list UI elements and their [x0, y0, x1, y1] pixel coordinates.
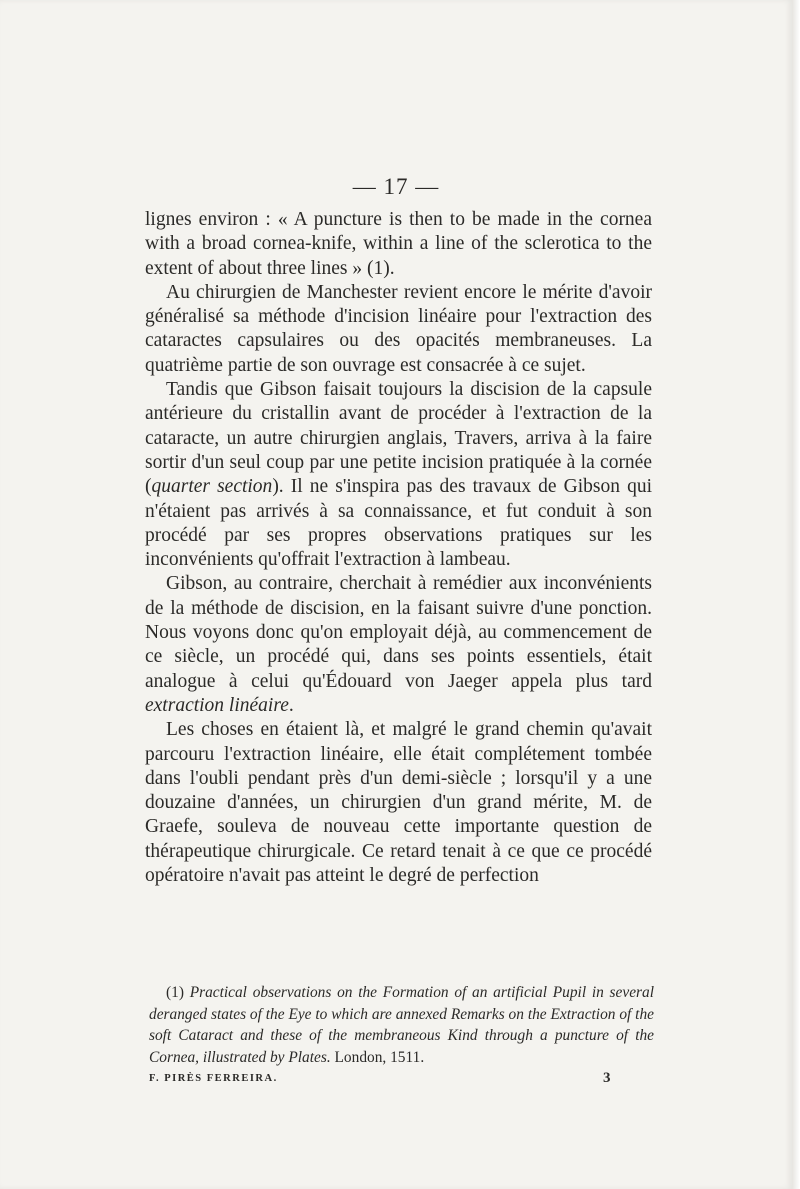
body-text	[145, 208, 652, 888]
paragraph-4-text-b: .	[288, 694, 294, 716]
footnote	[149, 982, 654, 1068]
printer-signature-author: F. PIRÈS FERREIRA.	[149, 1073, 278, 1084]
footnote-imprint: London, 1511.	[330, 1048, 425, 1066]
paragraph-4	[145, 572, 652, 718]
paragraph-3-text-a: Tandis que Gibson faisait toujours la discision de la capsule antérieure du cristallin avant de procéder à l'extraction de la cataracte, un autre chirurgien anglais, Travers, arriva à la faire sortir d'un seul coup par une petite incision pratiquée à la cornée (	[145, 379, 652, 498]
paragraph-4-text-a: Gibson, au contraire, cherchait à remédier aux inconvénients de la méthode de discision, en la faisant suivre d'une ponction. Nous voyons donc qu'on employait déjà, au commencement de ce siècle, un procédé qui, dans ses points essentiels, était analogue à celui qu'Édouard von Jaeger appela plus tard	[145, 573, 652, 692]
footnote-title: Practical observations on the Formation of an artificial Pupil in several deranged states of the Eye to which are annexed Remarks on the Extraction of the soft Cataract and these of the membraneous Kind through a puncture of the Cornea, illustrated by Plates.	[149, 984, 654, 1066]
page-edge	[792, 0, 800, 1189]
paragraph-3-text-b: ). Il ne s'inspira pas des travaux de Gibson qui n'étaient pas arrivés à sa connaissance, et fut conduit à son procédé par ses propres observations pratiques sur les inconvénients qu'offrait l'extraction à lambeau.	[145, 476, 652, 571]
extraction-lineaire-term: extraction linéaire	[145, 694, 289, 716]
printer-signature-number: 3	[603, 1070, 611, 1086]
paragraph-5: Les choses en étaient là, et malgré le grand chemin qu'avait parcouru l'extraction linéaire, elle était complétement tombée dans l'oubli pendant près d'un demi-siècle ; lorsqu'il y a une douzaine d'années, un chirurgien d'un grand mérite, M. de Graefe, souleva de nouveau cette importante question de thérapeutique chirurgicale. Ce retard tenait à ce que ce procédé opératoire n'avait pas atteint le degré de perfection	[145, 719, 652, 887]
paragraph-2: Au chirurgien de Manchester revient encore le mérite d'avoir généralisé sa méthode d'incision linéaire pour l'extraction des cataractes capsulaires ou des opacités membraneuses. La quatrième partie de son ouvrage est consacrée à ce sujet.	[145, 281, 652, 376]
quarter-section-term: quarter section	[151, 476, 273, 498]
page-number: — 17 —	[352, 174, 440, 199]
paragraph-3	[145, 378, 652, 572]
footnote-marker: (1)	[166, 984, 184, 1001]
paragraph-1: lignes environ : « A puncture is then to be made in the cornea with a broad cornea-knife, within a line of the sclerotica to the extent of about three lines » (1).	[145, 209, 652, 279]
